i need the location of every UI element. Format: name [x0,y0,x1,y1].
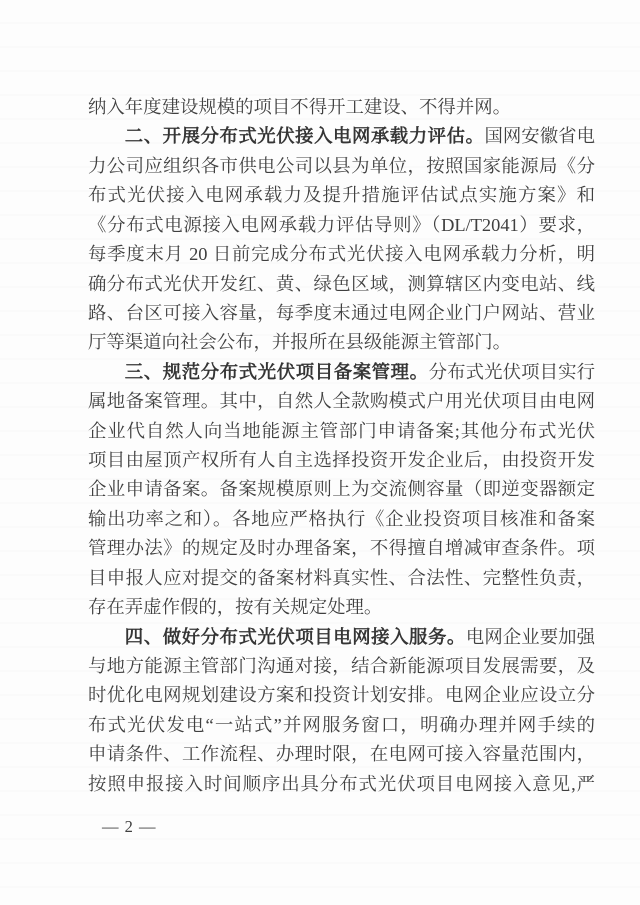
text-line [88,328,595,357]
body-text: 项目由屋顶产权所有人自主选择投资开发企业后，由投资开发 [88,450,595,471]
text-line [88,152,595,181]
text-line [88,358,595,387]
body-text: 按照申报接入时间顺序出具分布式光伏项目电网接入意见,严 [88,773,595,794]
text-line [88,270,595,299]
paragraph [88,122,595,357]
section-heading-text: 三、规范分布式光伏项目备案管理。 [124,361,429,383]
body-text: 力公司应组织各市供电公司以县为单位，按照国家能源局《分 [88,155,595,176]
body-text: 分布式光伏项目实行 [428,361,595,382]
body-text: 《分布式电源接入电网承载力评估导则》（DL/T2041）要求， [88,214,595,235]
text-line [88,623,595,652]
body-text: 路、台区可接入容量，每季度末通过电网企业门户网站、营业 [88,302,595,323]
text-line [88,534,595,563]
paragraph [88,358,595,623]
body-text: 属地备案管理。其中，自然人全款购模式户用光伏项目由电网 [88,391,595,412]
paragraph [88,623,595,800]
body-text: 纳入年度建设规模的项目不得开工建设、不得并网。 [88,97,511,117]
body-text: 申请条件、工作流程、办理时限，在电网可接入容量范围内， [88,744,595,765]
body-text: 确分布式光伏开发红、黄、绿色区域，测算辖区内变电站、线 [88,273,595,294]
text-line [88,593,595,622]
body-text: 与地方能源主管部门沟通对接，结合新能源项目发展需要，及 [88,656,595,677]
text-line [88,652,595,681]
text-line [88,711,595,740]
text-line [88,740,595,769]
body-text: 电网企业要加强 [465,626,595,647]
body-text: 每季度末月 20 日前完成分布式光伏接入电网承载力分析，明 [88,244,595,265]
body-text: 国网安徽省电 [484,126,595,147]
text-line [88,211,595,240]
text-block [88,93,595,799]
text-line [88,681,595,710]
text-line [88,387,595,416]
text-line [88,505,595,534]
page-number: — 2 — [102,817,157,836]
text-line [88,564,595,593]
body-text: 企业代自然人向当地能源主管部门申请备案;其他分布式光伏 [88,420,595,441]
body-text: 企业申请备案。备案规模原则上为交流侧容量（即逆变器额定 [88,479,595,500]
text-line [88,446,595,475]
body-text: 目申报人应对提交的备案材料真实性、合法性、完整性负责， [88,567,595,588]
body-text: 布式光伏发电“一站式”并网服务窗口，明确办理并网手续的 [88,714,595,735]
text-line [88,299,595,328]
body-text: 管理办法》的规定及时办理备案，不得擅自增减审查条件。项 [88,538,595,559]
text-line [88,475,595,504]
section-heading-text: 四、做好分布式光伏项目电网接入服务。 [124,626,466,648]
text-line [88,122,595,151]
text-line [88,93,595,122]
body-text: 存在弄虚作假的，按有关规定处理。 [88,597,383,618]
text-line [88,417,595,446]
section-heading-text: 二、开展分布式光伏接入电网承载力评估。 [124,126,485,148]
body-text: 时优化电网规划建设方案和投资计划安排。电网企业应设立分 [88,685,595,706]
body-text: 厅等渠道向社会公布，并报所在县级能源主管部门。 [88,332,511,353]
paragraph [88,93,595,122]
body-text: 输出功率之和）。各地应严格执行《企业投资项目核准和备案 [88,508,595,529]
text-line [88,770,595,799]
text-line [88,240,595,269]
body-text: 布式光伏接入电网承载力及提升措施评估试点实施方案》和 [88,185,595,206]
text-line [88,181,595,210]
